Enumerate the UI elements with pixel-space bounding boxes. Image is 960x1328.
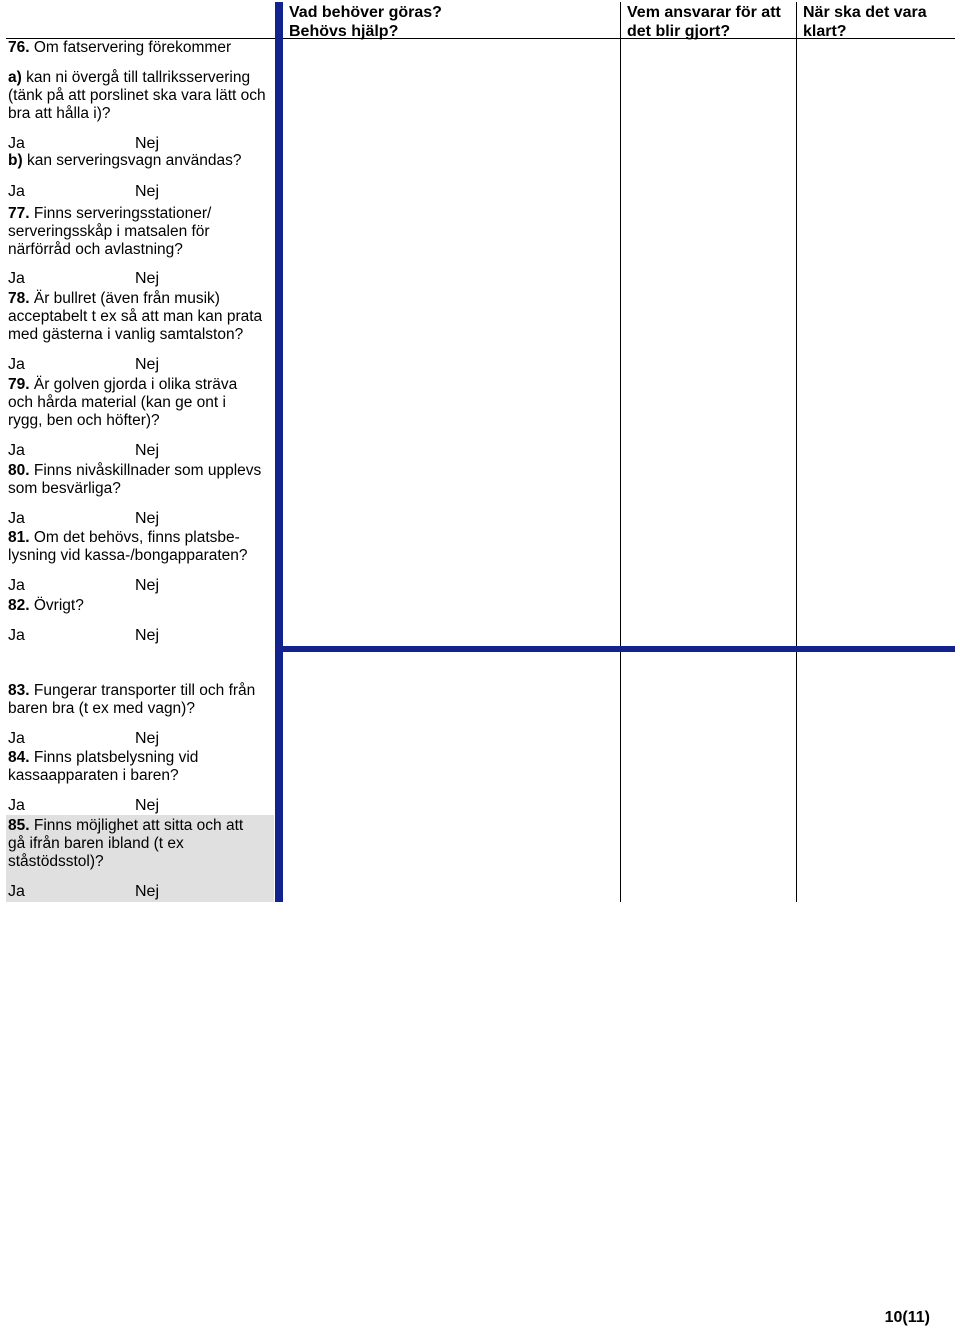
- column-line-when-top: [796, 2, 797, 646]
- answer-no-82[interactable]: Nej: [135, 627, 160, 644]
- answer-yes-76b[interactable]: Ja: [8, 183, 25, 200]
- answer-no-80[interactable]: Nej: [135, 510, 160, 527]
- answer-no-78[interactable]: Nej: [135, 356, 160, 373]
- answer-yes-79[interactable]: Ja: [8, 442, 25, 459]
- page-number: 10(11): [884, 1309, 930, 1326]
- answer-no-84[interactable]: Nej: [135, 797, 160, 814]
- question-84: 84. Finns platsbelysning vid kassaapparaten i baren?: [8, 749, 199, 784]
- answer-yes-82[interactable]: Ja: [8, 627, 25, 644]
- header-what: Vad behöver göras? Behövs hjälp?: [289, 4, 442, 40]
- section-divider: [275, 646, 955, 652]
- answer-no-77[interactable]: Nej: [135, 270, 160, 287]
- answer-no-83[interactable]: Nej: [135, 730, 160, 747]
- answer-yes-78[interactable]: Ja: [8, 356, 25, 373]
- column-line-when-bottom: [796, 652, 797, 902]
- answer-yes-83[interactable]: Ja: [8, 730, 25, 747]
- answer-yes-81[interactable]: Ja: [8, 577, 25, 594]
- column-line-who-bottom: [620, 652, 621, 902]
- question-76a: a) kan ni övergå till tallriksservering (tänk på att porslinet ska vara lätt och bra att hålla i)?: [8, 69, 266, 122]
- answer-no-79[interactable]: Nej: [135, 442, 160, 459]
- question-76: 76. Om fatservering förekommer: [8, 39, 232, 56]
- answer-no-81[interactable]: Nej: [135, 577, 160, 594]
- question-82: 82. Övrigt?: [8, 597, 84, 614]
- header-when: När ska det vara klart?: [803, 4, 927, 40]
- header-who: Vem ansvarar för att det blir gjort?: [627, 4, 781, 40]
- question-80: 80. Finns nivåskillnader som upplevs som besvärliga?: [8, 462, 262, 497]
- answer-yes-85[interactable]: Ja: [8, 883, 25, 900]
- answer-yes-76a[interactable]: Ja: [8, 135, 25, 152]
- question-79: 79. Är golven gjorda i olika sträva och hårda material (kan ge ont i rygg, ben och höfter)?: [8, 376, 238, 429]
- answer-yes-80[interactable]: Ja: [8, 510, 25, 527]
- question-78: 78. Är bullret (även från musik) acceptabelt t ex så att man kan prata med gästerna i vanlig samtalston?: [8, 290, 263, 343]
- answer-yes-77[interactable]: Ja: [8, 270, 25, 287]
- question-81: 81. Om det behövs, finns platsbe- lysning vid kassa-/bongapparaten?: [8, 529, 248, 564]
- answer-no-85[interactable]: Nej: [135, 883, 160, 900]
- answer-yes-84[interactable]: Ja: [8, 797, 25, 814]
- column-line-who-top: [620, 2, 621, 646]
- answer-no-76b[interactable]: Nej: [135, 183, 160, 200]
- question-85: 85. Finns möjlighet att sitta och att gå ifrån baren ibland (t ex ståstödsstol)?: [8, 817, 244, 870]
- question-77: 77. Finns serveringsstationer/ serveringsskåp i matsalen för närförråd och avlastning?: [8, 205, 212, 258]
- question-83: 83. Fungerar transporter till och från baren bra (t ex med vagn)?: [8, 682, 256, 717]
- answer-no-76a[interactable]: Nej: [135, 135, 160, 152]
- question-76b: b) kan serveringsvagn användas?: [8, 152, 242, 169]
